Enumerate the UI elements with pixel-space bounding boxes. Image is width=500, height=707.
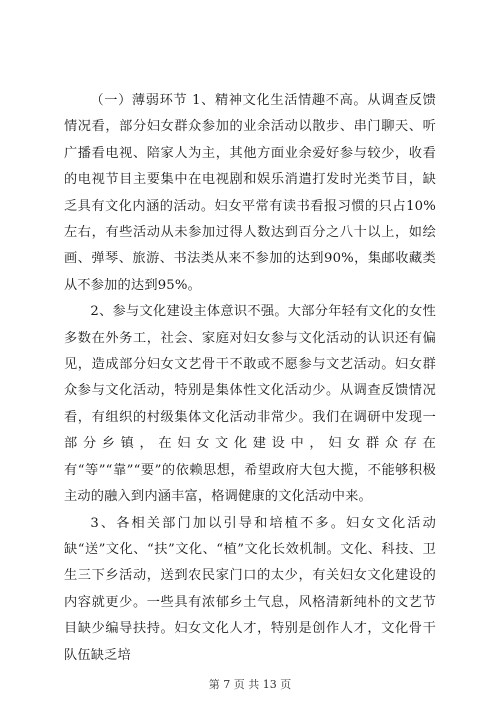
paragraph-weak-links-2: 2、参与文化建设主体意识不强。大部分年轻有文化的女性多数在外务工，社会、家庭对妇女参与文化活动的认识还有偏见，造成部分妇女文艺骨干不敢或不愿参与文艺活动。妇女群众参与文化活动，特别是集体性文化活动少。从调查反馈情况看，有组织的村级集体文化活动非常少。我们在调研中发现一部分乡镇，在妇女文化建设中，妇女群众存在有“等”“靠”“要”的依赖思想，希望政府大包大揽，不能够积极主动的融入到内涵丰富，格调健康的文化活动中来。 bbox=[64, 304, 436, 505]
page-footer: 第 7 页 共 13 页 bbox=[208, 678, 292, 691]
paragraph-weak-links-3: 3、各相关部门加以引导和培植不多。妇女文化活动缺“送”文化、“扶”文化、“植”文化长效机制。文化、科技、卫生三下乡活动，送到农民家门口的太少，有关妇女文化建设的内容就更少。一些具有浓郁乡土气息，风格清新纯朴的文艺节目缺少编导扶持。妇女文化人才，特别是创作人才，文化骨干队伍缺乏培 bbox=[64, 515, 436, 663]
document-body bbox=[64, 88, 436, 669]
paragraph-weak-links-1: （一）薄弱环节 1、精神文化生活情趣不高。从调查反馈情况看，部分妇女群众参加的业余活动以散步、串门聊天、听广播看电视、陪家人为主，其他方面业余爱好参与较少，收看的电视节目主要集中在电视剧和娱乐消遣打发时光类节目，缺乏具有文化内涵的活动。妇女平常有读书看报习惯的只占10%左右，有些活动从未参加过得人数达到百分之八十以上，如绘画、弹琴、旅游、书法类从来不参加的达到90%，集邮收藏类从不参加的达到95%。 bbox=[64, 93, 436, 293]
